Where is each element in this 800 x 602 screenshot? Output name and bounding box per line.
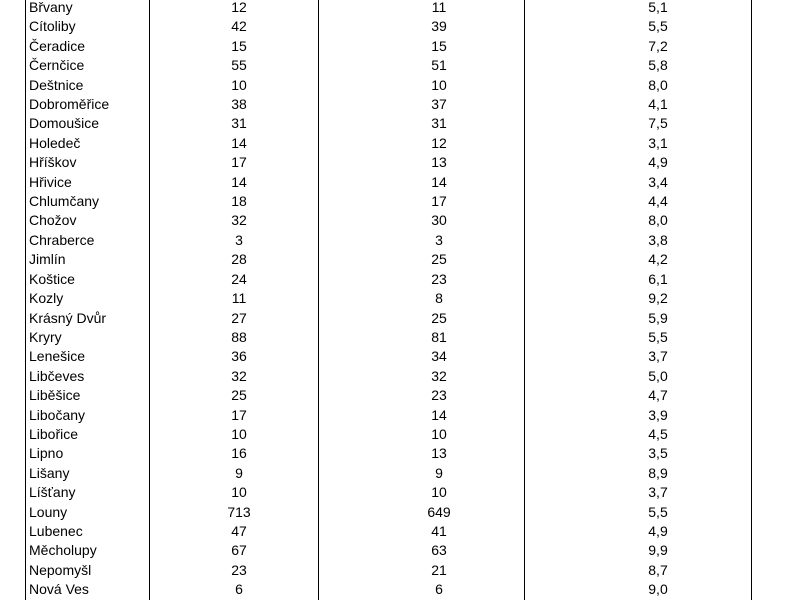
table-row [26, 289, 752, 308]
value-cell-3[interactable]: 3,7 [525, 347, 752, 366]
value-cell-3[interactable]: 5,0 [525, 367, 752, 386]
value-cell-1[interactable]: 14 [150, 173, 319, 192]
municipality-cell[interactable]: Chraberce [26, 231, 150, 250]
table-row [26, 406, 752, 425]
municipality-cell[interactable]: Liběšice [26, 386, 150, 405]
value-cell-3[interactable]: 9,2 [525, 289, 752, 308]
table-row [26, 464, 752, 483]
table-row [26, 192, 752, 211]
value-cell-1[interactable]: 3 [150, 231, 319, 250]
value-cell-3[interactable]: 8,0 [525, 76, 752, 95]
table-row [26, 95, 752, 114]
value-cell-1[interactable]: 42 [150, 17, 319, 36]
value-cell-2[interactable]: 41 [319, 522, 525, 541]
value-cell-3[interactable]: 5,8 [525, 56, 752, 75]
value-cell-2[interactable]: 21 [319, 561, 525, 580]
value-cell-2[interactable]: 10 [319, 76, 525, 95]
value-cell-1[interactable]: 17 [150, 153, 319, 172]
table-row [26, 173, 752, 192]
municipality-cell[interactable]: Lubenec [26, 522, 150, 541]
value-cell-1[interactable]: 27 [150, 309, 319, 328]
value-cell-1[interactable]: 18 [150, 192, 319, 211]
value-cell-1[interactable]: 67 [150, 541, 319, 560]
table-row [26, 541, 752, 560]
value-cell-3[interactable]: 3,5 [525, 444, 752, 463]
table-row [26, 250, 752, 269]
table-row [26, 347, 752, 366]
table-row [26, 483, 752, 502]
table-row [26, 386, 752, 405]
value-cell-2[interactable]: 25 [319, 250, 525, 269]
value-cell-2[interactable]: 14 [319, 406, 525, 425]
value-cell-3[interactable]: 8,7 [525, 561, 752, 580]
value-cell-1[interactable]: 25 [150, 386, 319, 405]
municipality-cell[interactable]: Břvany [26, 0, 150, 17]
value-cell-2[interactable]: 10 [319, 483, 525, 502]
table-row [26, 76, 752, 95]
value-cell-3[interactable]: 5,5 [525, 17, 752, 36]
municipality-cell[interactable]: Měcholupy [26, 541, 150, 560]
value-cell-1[interactable]: 12 [150, 0, 319, 17]
value-cell-2[interactable]: 25 [319, 309, 525, 328]
value-cell-2[interactable]: 8 [319, 289, 525, 308]
value-cell-3[interactable]: 4,9 [525, 153, 752, 172]
value-cell-1[interactable]: 10 [150, 483, 319, 502]
value-cell-1[interactable]: 38 [150, 95, 319, 114]
value-cell-1[interactable]: 10 [150, 76, 319, 95]
table-row [26, 0, 752, 17]
value-cell-3[interactable]: 5,9 [525, 309, 752, 328]
value-cell-2[interactable]: 15 [319, 37, 525, 56]
value-cell-2[interactable]: 10 [319, 425, 525, 444]
value-cell-2[interactable]: 17 [319, 192, 525, 211]
value-cell-3[interactable]: 4,1 [525, 95, 752, 114]
municipality-cell[interactable]: Čeradice [26, 37, 150, 56]
value-cell-2[interactable]: 37 [319, 95, 525, 114]
value-cell-3[interactable]: 3,4 [525, 173, 752, 192]
value-cell-1[interactable]: 47 [150, 522, 319, 541]
value-cell-1[interactable]: 32 [150, 211, 319, 230]
municipality-cell[interactable]: Libočany [26, 406, 150, 425]
value-cell-2[interactable]: 14 [319, 173, 525, 192]
municipality-cell[interactable]: Lenešice [26, 347, 150, 366]
value-cell-1[interactable]: 24 [150, 270, 319, 289]
value-cell-2[interactable]: 23 [319, 386, 525, 405]
value-cell-1[interactable]: 28 [150, 250, 319, 269]
value-cell-1[interactable]: 9 [150, 464, 319, 483]
value-cell-3[interactable]: 5,1 [525, 0, 752, 17]
municipality-cell[interactable]: Kozly [26, 289, 150, 308]
table-row [26, 17, 752, 36]
value-cell-2[interactable]: 63 [319, 541, 525, 560]
value-cell-1[interactable]: 15 [150, 37, 319, 56]
value-cell-2[interactable]: 39 [319, 17, 525, 36]
value-cell-3[interactable]: 4,2 [525, 250, 752, 269]
table-row [26, 134, 752, 153]
municipality-cell[interactable]: Nová Ves [26, 580, 150, 599]
value-cell-3[interactable]: 3,7 [525, 483, 752, 502]
value-cell-1[interactable]: 55 [150, 56, 319, 75]
value-cell-1[interactable]: 11 [150, 289, 319, 308]
municipality-cell[interactable]: Jimlín [26, 250, 150, 269]
table-row [26, 211, 752, 230]
table-row [26, 56, 752, 75]
table-row [26, 522, 752, 541]
value-cell-3[interactable]: 4,5 [525, 425, 752, 444]
value-cell-2[interactable]: 13 [319, 444, 525, 463]
municipality-cell[interactable]: Hřivice [26, 173, 150, 192]
table-row [26, 367, 752, 386]
municipality-cell[interactable]: Dobroměřice [26, 95, 150, 114]
municipality-cell[interactable]: Louny [26, 503, 150, 522]
table-row [26, 309, 752, 328]
value-cell-1[interactable]: 23 [150, 561, 319, 580]
value-cell-1[interactable]: 14 [150, 134, 319, 153]
municipality-cell[interactable]: Deštnice [26, 76, 150, 95]
municipality-cell[interactable]: Krásný Dvůr [26, 309, 150, 328]
value-cell-2[interactable]: 13 [319, 153, 525, 172]
table-row [26, 444, 752, 463]
value-cell-2[interactable]: 9 [319, 464, 525, 483]
value-cell-1[interactable]: 17 [150, 406, 319, 425]
table-row [26, 231, 752, 250]
value-cell-2[interactable]: 649 [319, 503, 525, 522]
value-cell-2[interactable]: 12 [319, 134, 525, 153]
table-row [26, 425, 752, 444]
value-cell-2[interactable]: 51 [319, 56, 525, 75]
value-cell-1[interactable]: 31 [150, 114, 319, 133]
table-row [26, 270, 752, 289]
value-cell-3[interactable]: 4,4 [525, 192, 752, 211]
value-cell-3[interactable]: 9,9 [525, 541, 752, 560]
municipality-cell[interactable]: Libořice [26, 425, 150, 444]
value-cell-1[interactable]: 6 [150, 580, 319, 599]
municipality-cell[interactable]: Chožov [26, 211, 150, 230]
municipality-cell[interactable]: Libčeves [26, 367, 150, 386]
table-row [26, 114, 752, 133]
table-row [26, 328, 752, 347]
value-cell-3[interactable]: 6,1 [525, 270, 752, 289]
value-cell-2[interactable]: 11 [319, 0, 525, 17]
value-cell-2[interactable]: 81 [319, 328, 525, 347]
municipality-cell[interactable]: Hříškov [26, 153, 150, 172]
value-cell-1[interactable]: 713 [150, 503, 319, 522]
table-row [26, 561, 752, 580]
value-cell-3[interactable]: 3,1 [525, 134, 752, 153]
municipality-cell[interactable]: Černčice [26, 56, 150, 75]
table-row [26, 580, 752, 599]
value-cell-3[interactable]: 3,9 [525, 406, 752, 425]
municipality-cell[interactable]: Kryry [26, 328, 150, 347]
municipality-cell[interactable]: Cítoliby [26, 17, 150, 36]
municipality-cell[interactable]: Lišany [26, 464, 150, 483]
value-cell-3[interactable]: 8,0 [525, 211, 752, 230]
value-cell-1[interactable]: 10 [150, 425, 319, 444]
value-cell-2[interactable]: 31 [319, 114, 525, 133]
value-cell-2[interactable]: 23 [319, 270, 525, 289]
municipality-cell[interactable]: Koštice [26, 270, 150, 289]
value-cell-3[interactable]: 5,5 [525, 503, 752, 522]
value-cell-3[interactable]: 8,9 [525, 464, 752, 483]
table-row [26, 153, 752, 172]
municipality-cell[interactable]: Líšťany [26, 483, 150, 502]
municipality-cell[interactable]: Chlumčany [26, 192, 150, 211]
value-cell-3[interactable]: 7,2 [525, 37, 752, 56]
municipality-table [25, 0, 752, 600]
value-cell-2[interactable]: 30 [319, 211, 525, 230]
value-cell-3[interactable]: 3,8 [525, 231, 752, 250]
value-cell-3[interactable]: 9,0 [525, 580, 752, 599]
value-cell-2[interactable]: 34 [319, 347, 525, 366]
value-cell-2[interactable]: 3 [319, 231, 525, 250]
value-cell-2[interactable]: 32 [319, 367, 525, 386]
municipality-cell[interactable]: Lipno [26, 444, 150, 463]
value-cell-3[interactable]: 4,9 [525, 522, 752, 541]
municipality-cell[interactable]: Domoušice [26, 114, 150, 133]
value-cell-2[interactable]: 6 [319, 580, 525, 599]
value-cell-1[interactable]: 16 [150, 444, 319, 463]
table-row [26, 503, 752, 522]
value-cell-1[interactable]: 36 [150, 347, 319, 366]
table-body [26, 0, 752, 600]
value-cell-1[interactable]: 32 [150, 367, 319, 386]
value-cell-3[interactable]: 4,7 [525, 386, 752, 405]
municipality-cell[interactable]: Nepomyšl [26, 561, 150, 580]
value-cell-3[interactable]: 5,5 [525, 328, 752, 347]
table-row [26, 37, 752, 56]
value-cell-3[interactable]: 7,5 [525, 114, 752, 133]
value-cell-1[interactable]: 88 [150, 328, 319, 347]
municipality-cell[interactable]: Holedeč [26, 134, 150, 153]
